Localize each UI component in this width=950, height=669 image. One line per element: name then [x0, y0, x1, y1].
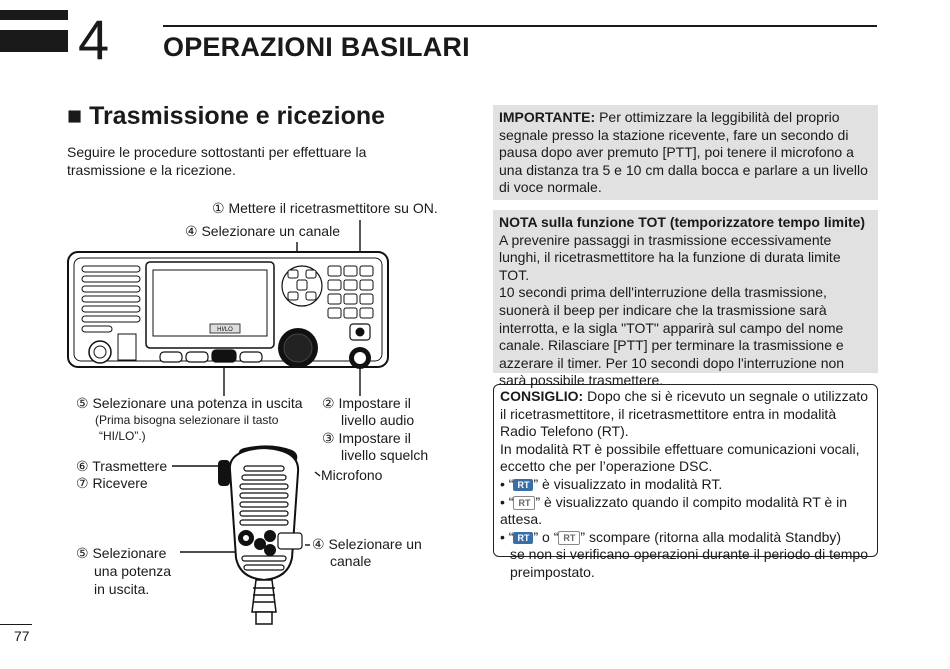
callout-transmit: ⑥ Trasmettere	[76, 458, 168, 474]
callout-select-power-note1: (Prima bisogna selezionare il tasto	[95, 413, 279, 427]
callout-microphone: Microfono	[321, 467, 383, 483]
callout-mic-power-3: in uscita.	[94, 581, 150, 597]
tip-bullet-3-or: o	[542, 528, 550, 545]
tip-bullet-2-text: è visualizzato quando il compito modalità RT è in attesa.	[500, 493, 847, 528]
callout-mic-power-2: una potenza	[94, 563, 172, 579]
header-rule	[163, 25, 877, 27]
tip-bullet-2: • “ RT ” è visualizzato quando il compito modalità RT è in attesa.	[500, 493, 847, 528]
rt-badge-solid: RT	[513, 479, 533, 491]
section-marker: ■	[67, 102, 83, 130]
header-bar-top	[0, 10, 68, 20]
tip-bullet-3-text: scompare (ritorna alla modalità Standby)	[588, 528, 842, 545]
important-label: IMPORTANTE:	[499, 109, 596, 125]
tip-bullet-1: • “ RT ” è visualizzato in modalità RT.	[500, 475, 723, 492]
tip-bullet-3: • “ RT ” o “ RT ” scompare (ritorna alla modalità Standby)	[500, 528, 842, 545]
section-intro: Seguire le procedure sottostanti per effettuare la trasmissione e la ricezione.	[67, 144, 367, 178]
tip-bullet-3-cont: se non si verificano operazioni durante il periodo di tempo preimpostato.	[510, 546, 868, 580]
callout-power-on: ① Mettere il ricetrasmettitore su ON.	[212, 200, 438, 216]
tip-label: CONSIGLIO:	[500, 388, 584, 404]
rt-badge-solid-2: RT	[513, 532, 533, 544]
footer-rule	[0, 624, 32, 625]
hilo-key-label: HI/LO	[217, 327, 233, 333]
callout-select-power-note2: “HI/LO”.)	[99, 429, 146, 443]
tip-text: Dopo che si è ricevuto un segnale o utilizzato il ricetrasmettitore, il ricetrasmettitore entra in modalità Radio Telefono (RT).	[500, 388, 869, 440]
tip-paragraph-2: In modalità RT è possibile effettuare comunicazioni vocali, eccetto che per l’operazione DSC.	[500, 440, 860, 475]
tot-paragraph-1: A prevenire passaggi in trasmissione eccessivamente lunghi, il ricetrasmettitore ha la funzione di durata limite TOT.	[499, 231, 841, 283]
callout-select-channel-top: ④ Selezionare un canale	[185, 223, 340, 239]
important-text: Per ottimizzare la leggibilità del proprio segnale presso la stazione ricevente, fare un secondo di pausa dopo aver premuto [PTT], poi tenere il microfono a una distanza tra 5 e 10 cm dalla bocca e parlare a un livello di voce normale.	[499, 109, 868, 196]
section-title-text: Trasmissione e ricezione	[89, 102, 386, 130]
important-box	[493, 105, 878, 200]
callout-audio-2: livello audio	[341, 412, 415, 428]
callout-mic-channel-2: canale	[330, 553, 372, 569]
callout-mic-channel-1: ④ Selezionare un	[312, 536, 422, 552]
chapter-title: OPERAZIONI BASILARI	[163, 32, 470, 62]
header-bar-bottom	[0, 30, 68, 52]
section-title	[67, 102, 385, 131]
callout-squelch-2: livello squelch	[341, 447, 429, 463]
rt-badge-outline-2: RT	[558, 531, 580, 545]
tip-box	[493, 384, 878, 580]
tot-note-box	[493, 210, 878, 389]
rt-badge-outline: RT	[513, 496, 535, 510]
callout-receive: ⑦ Ricevere	[76, 475, 148, 491]
chapter-number: 4	[78, 8, 110, 71]
callout-select-power: ⑤ Selezionare una potenza in uscita	[76, 395, 303, 411]
tot-paragraph-2: 10 secondi prima dell'interruzione della trasmissione, suonerà il beep per indicare che la trasmissione sarà interrotta, e la sigla "TOT" apparirà sul campo del nome canale. Rilasciare [PTT] per terminare la trasmissione e azzerare il timer. Per 10 secondi dopo l'interruzione non sarà possibile trasmettere.	[499, 284, 845, 389]
tot-title: NOTA sulla funzione TOT (temporizzatore tempo limite)	[499, 214, 866, 230]
page-number: 77	[14, 628, 30, 644]
callout-mic-power-1: ⑤ Selezionare	[76, 545, 167, 561]
callout-audio-1: ② Impostare il	[322, 395, 411, 411]
tip-bullet-1-text: è visualizzato in modalità RT.	[542, 475, 723, 492]
callout-squelch-1: ③ Impostare il	[322, 430, 411, 446]
